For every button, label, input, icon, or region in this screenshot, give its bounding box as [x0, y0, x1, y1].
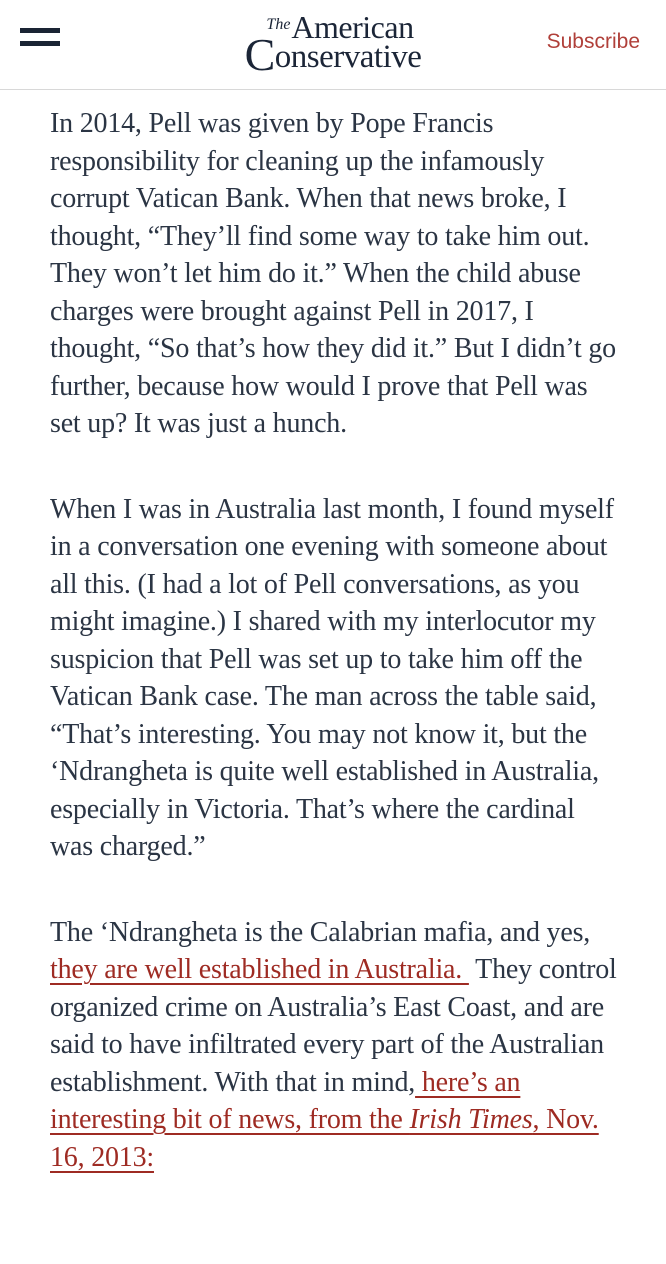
logo-line-american: [259, 9, 422, 43]
logo-conservative-rest: onservative: [274, 39, 422, 75]
hamburger-icon: [20, 28, 60, 46]
logo-conservative-initial: C: [244, 29, 275, 80]
hamburger-bar: [20, 41, 60, 46]
text-segment: They control organized crime on Australia’s East Coast, and are said to have infiltrated every part of the Australian establishment. With that in mind,: [50, 954, 617, 1098]
hamburger-bar: [20, 28, 60, 33]
menu-button[interactable]: [20, 28, 60, 46]
link-text-italic: Irish Times: [409, 1104, 533, 1135]
link-ndrangheta-established-australia[interactable]: they are well established in Australia.: [50, 954, 469, 985]
logo-line-conservative: [244, 29, 422, 80]
article-paragraph-2: When I was in Australia last month, I found myself in a conversation one evening with someone about all this. (I had a lot of Pell conversations, as you might imagine.) I shared with my interlocutor my suspicion that Pell was set up to take him off the Vatican Bank case. The man across the table said, “That’s interesting. You may not know it, but the ‘Ndrangheta is quite well established in Australia, especially in Victoria. That’s where the cardinal was charged.”: [50, 493, 614, 862]
article-paragraph-1: In 2014, Pell was given by Pope Francis responsibility for cleaning up the infamously corrupt Vatican Bank. When that news broke, I thought, “They’ll find some way to take him out. They won’t let him do it.” When the child abuse charges were brought against Pell in 2017, I thought, “So that’s how they did it.” But I didn’t go further, because how would I prove that Pell was set up? It was just a hunch.: [50, 108, 616, 439]
logo-the: The: [266, 16, 291, 33]
text-segment: The ‘Ndrangheta is the Calabrian mafia, and yes,: [50, 916, 591, 948]
link-text: here’s an interesting bit of news, from the: [50, 1066, 521, 1135]
article-body: [0, 90, 666, 1264]
logo-american: American: [291, 9, 414, 45]
site-logo[interactable]: [244, 9, 422, 80]
site-header: [0, 0, 666, 90]
subscribe-link[interactable]: Subscribe: [546, 30, 640, 53]
link-text: , Nov. 16, 2013:: [50, 1104, 599, 1173]
article-paragraph-3: [50, 914, 617, 1177]
